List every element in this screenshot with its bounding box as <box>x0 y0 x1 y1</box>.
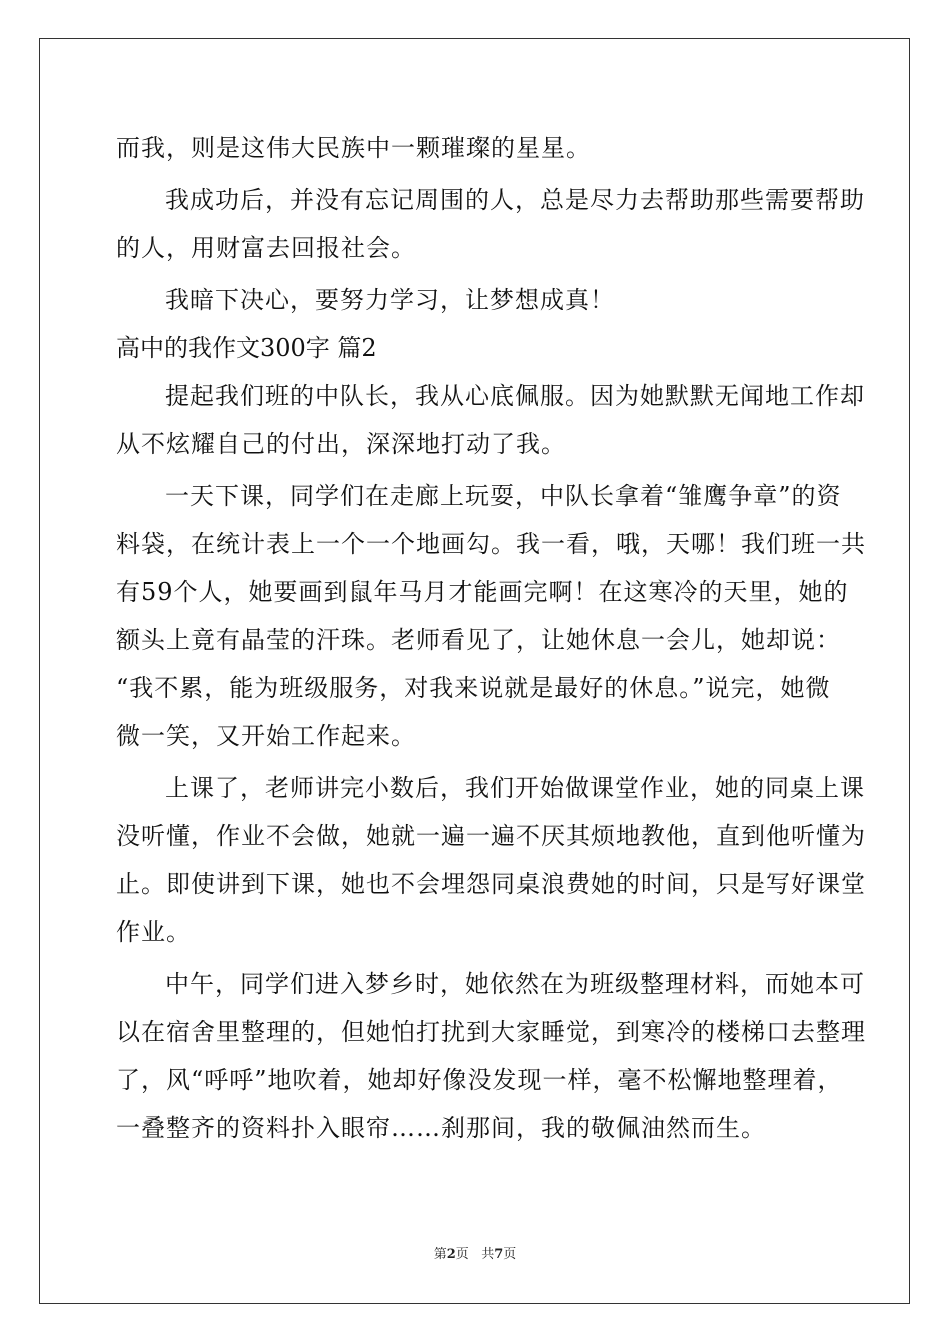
paragraph-line: 的人，用财富去回报社会。 <box>116 234 416 262</box>
paragraph-line: 微一笑，又开始工作起来。 <box>116 722 416 750</box>
footer-page-prefix: 第 <box>433 1247 447 1262</box>
paragraph-line: 而我，则是这伟大民族中一颗璀璨的星星。 <box>116 134 591 162</box>
paragraph-line: 中午，同学们进入梦乡时，她依然在为班级整理材料，而她本可 <box>165 970 865 998</box>
paragraph-line: 额头上竟有晶莹的汗珠。老师看见了，让她休息一会儿，她却说： <box>116 626 841 654</box>
paragraph-line: 料袋，在统计表上一个一个地画勾。我一看，哦，天哪！我们班一共 <box>116 530 866 558</box>
paragraph-line: 作业。 <box>116 918 191 946</box>
footer-total-prefix: 共 <box>481 1247 495 1262</box>
paragraph-line: 我成功后，并没有忘记周围的人，总是尽力去帮助那些需要帮助 <box>165 186 865 214</box>
section-heading: 高中的我作文300字 篇2 <box>116 334 377 362</box>
paragraph-line: 了，风“呼呼”地吹着，她却好像没发现一样，毫不松懈地整理着， <box>116 1066 843 1094</box>
footer-page-suffix: 页 <box>455 1247 469 1262</box>
footer-total-suffix: 页 <box>503 1247 517 1262</box>
paragraph-line: 上课了，老师讲完小数后，我们开始做课堂作业，她的同桌上课 <box>165 774 865 802</box>
paragraph-line: 止。即使讲到下课，她也不会埋怨同桌浪费她的时间，只是写好课堂 <box>116 870 866 898</box>
paragraph-line: 有59个人，她要画到鼠年马月才能画完啊！在这寒冷的天里，她的 <box>116 578 849 606</box>
page-footer <box>0 1243 950 1262</box>
footer-page-number: 2 <box>446 1247 456 1262</box>
paragraph-line: 我暗下决心，要努力学习，让梦想成真！ <box>165 286 615 314</box>
paragraph-line: 没听懂，作业不会做，她就一遍一遍不厌其烦地教他，直到他听懂为 <box>116 822 866 850</box>
paragraph-line: 一天下课，同学们在走廊上玩耍，中队长拿着“雏鹰争章”的资 <box>165 482 842 510</box>
paragraph-line: 以在宿舍里整理的，但她怕打扰到大家睡觉，到寒冷的楼梯口去整理 <box>116 1018 866 1046</box>
paragraph-line: 提起我们班的中队长，我从心底佩服。因为她默默无闻地工作却 <box>165 382 865 410</box>
paragraph-line: 从不炫耀自己的付出，深深地打动了我。 <box>116 430 566 458</box>
paragraph-line: 一叠整齐的资料扑入眼帘……刹那间，我的敬佩油然而生。 <box>116 1114 766 1142</box>
paragraph-line: “我不累，能为班级服务，对我来说就是最好的休息。”说完，她微 <box>116 674 831 702</box>
footer-total-number: 7 <box>494 1247 504 1262</box>
document-body <box>116 124 866 1152</box>
